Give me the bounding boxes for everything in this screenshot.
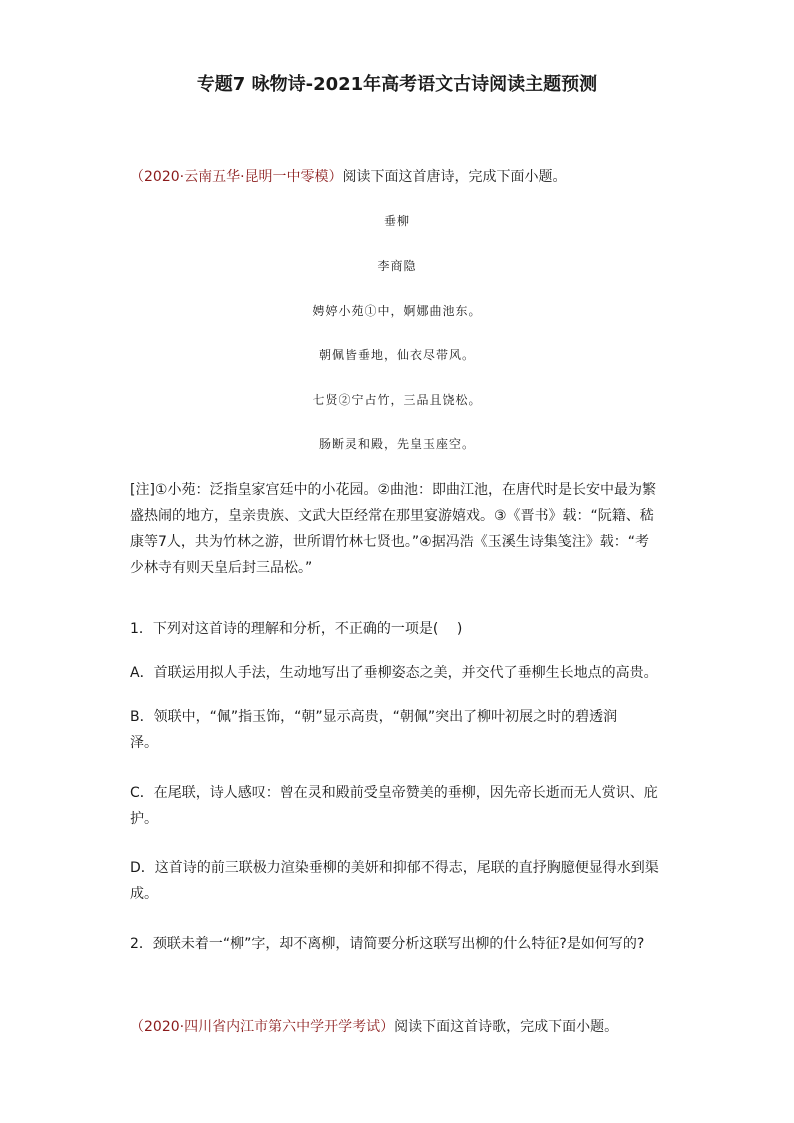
note-line: [注]①小苑：泛指皇家宫廷中的小花园。②曲池：即曲江池，在唐代时是长安中最为繁 [130,482,657,498]
option-c [130,780,670,832]
option-a: A．首联运用拟人手法，生动地写出了垂柳姿态之美，并交代了垂柳生长地点的高贵。 [130,665,658,681]
page-title: 专题7 咏物诗-2021年高考语文古诗阅读主题预测 [196,74,598,95]
question-2: 2．颈联未着一“柳”字，却不离柳，请简要分析这联写出柳的什么特征?是如何写的? [130,936,645,952]
note-line: 康等7人，共为竹林之游，世所谓竹林七贤也。”④据冯浩《玉溪生诗集笺注》载：“考 [130,534,649,550]
source-label: （2020·云南五华·昆明一中零模） [130,169,343,185]
source-label: （2020·四川省内江市第六中学开学考试） [130,1019,395,1035]
poem-author: 李商隐 [377,259,417,273]
option-b-line: B．领联中，“佩”指玉饰，“朝”显示高贵，“朝佩”突出了柳叶初展之时的碧透润 [130,709,618,725]
question-intro-2 [130,1016,618,1036]
option-d [130,855,670,907]
option-c-line: C．在尾联，诗人感叹：曾在灵和殿前受皇帝赞美的垂柳，因先帝长逝而无人赏识、庇 [130,785,658,801]
option-b-line: 泽。 [130,735,158,751]
question-intro-1 [130,166,567,186]
instruction-text: 阅读下面这首诗歌，完成下面小题。 [394,1019,619,1035]
option-c-line: 护。 [130,811,158,827]
poem-line: 娉婷小苑①中，婀娜曲池东。 [312,304,482,318]
poem-line: 七贤②宁占竹，三品且饶松。 [312,393,482,407]
poem-line: 朝佩皆垂地，仙衣尽带风。 [318,348,475,362]
note-line: 盛热闹的地方，皇亲贵族、文武大臣经常在那里宴游嬉戏。③《晋书》载：“阮籍、嵇 [130,508,654,524]
option-d-line: 成。 [130,886,158,902]
poem-title: 垂柳 [383,214,410,228]
instruction-text: 阅读下面这首唐诗，完成下面小题。 [342,169,567,185]
poem-line: 肠断灵和殿，先皇玉座空。 [318,437,475,451]
option-d-line: D．这首诗的前三联极力渲染垂柳的美妍和抑郁不得志，尾联的直抒胸臆便显得水到渠 [130,860,659,876]
note-line: 少林寺有则天皇后封三品松。” [130,560,313,576]
annotation-note [130,477,670,581]
option-b [130,704,670,756]
question-1: 1．下列对这首诗的理解和分析，不正确的一项是( ) [130,621,463,637]
